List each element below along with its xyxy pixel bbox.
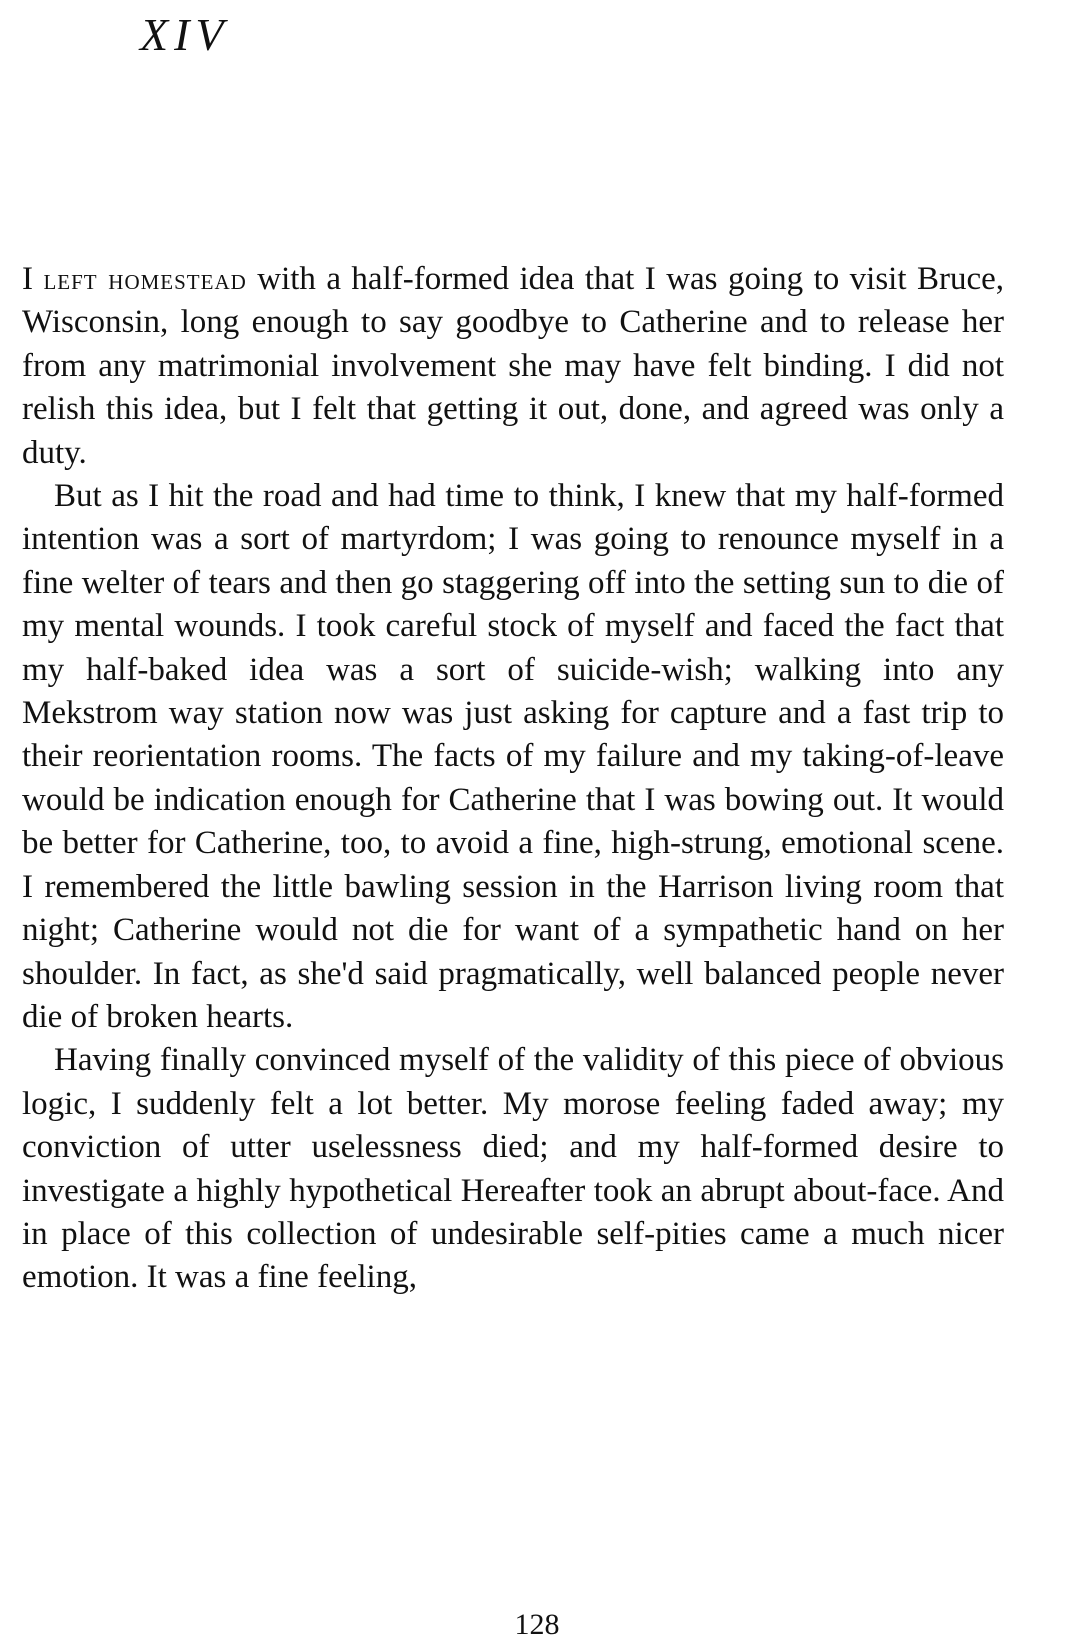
lead-initial: I: [22, 261, 33, 297]
paragraph-2: [22, 475, 1004, 1039]
paragraph-3: [22, 1039, 1004, 1299]
paragraph-1: [22, 258, 1004, 475]
paragraph-text: Having finally convinced myself of the validity of this piece of obvious logic, I suddenly felt a lot better. My morose feeling faded away; my conviction of utter uselessness died; and my half-formed desire to investigate a highly hypothetical Hereafter took an abrupt about-face. And in place of this collection of undesirable self-pities came a much nicer emotion. It was a fine feeling,: [22, 1042, 1004, 1296]
chapter-number: XIV: [140, 9, 230, 60]
body-text: [22, 258, 1004, 1300]
page-number: 128: [514, 1608, 560, 1641]
paragraph-text: But as I hit the road and had time to think, I knew that my half-formed intention was a sort of martyrdom; I was going to renounce myself in a fine welter of tears and then go staggering off into the setting sun to die of my mental wounds. I took careful stock of myself and faced the fact that my half-baked idea was a sort of suicide-wish; walking into any Mekstrom way station now was just asking for capture and a fast trip to their reorientation rooms. The facts of my failure and my taking-of-leave would be indication enough for Catherine that I was bowing out. It would be better for Catherine, too, to avoid a fine, high-strung, emotional scene. I remembered the little bawling session in the Harrison living room that night; Catherine would not die for want of a sympathetic hand on her shoulder. In fact, as she'd said pragmatically, well balanced people never die of broken hearts.: [22, 478, 1004, 1035]
lead-smallcaps: left homestead: [43, 263, 247, 296]
paragraph-text: with a half-formed idea that I was going to visit Bruce, Wisconsin, long enough to say goodbye to Catherine and to release her from any matrimonial involvement she may have felt binding. I did not relish this idea, but I felt that getting it out, done, and agreed was only a duty.: [22, 261, 1004, 471]
